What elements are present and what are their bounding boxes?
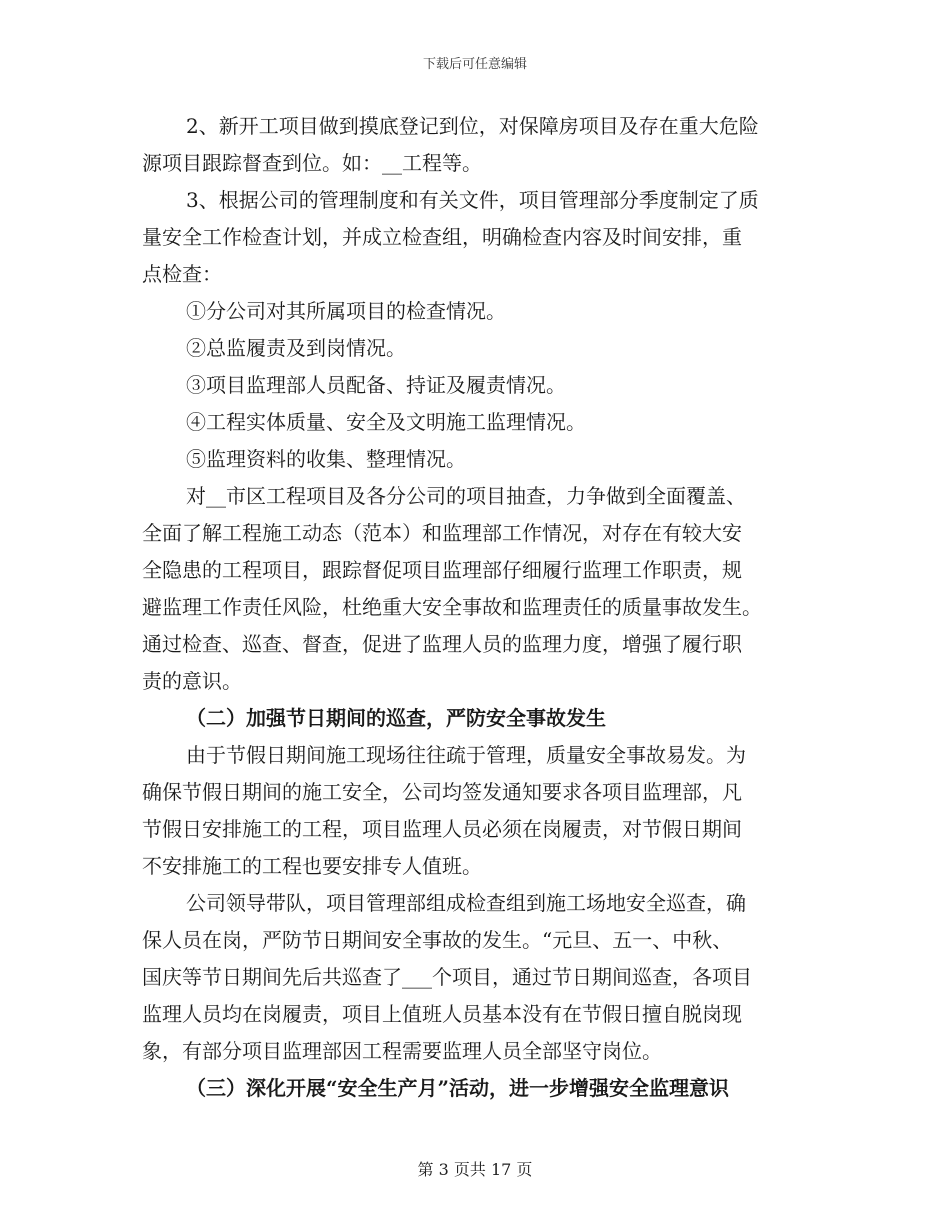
section-heading: （三）深化开展“安全生产月”活动，进一步增强安全监理意识 <box>186 1076 730 1100</box>
text-line: 不安排施工的工程也要安排专人值班。 <box>142 854 482 878</box>
text-line: ④工程实体质量、安全及文明施工监理情况。 <box>186 410 586 434</box>
text-line: 对__市区工程项目及各分公司的项目抽查，力争做到全面覆盖、 <box>186 484 746 508</box>
text-line: 源项目跟踪督查到位。如：__工程等。 <box>142 151 482 175</box>
text-line: 避监理工作责任风险，杜绝重大安全事故和监理责任的质量事故发生。 <box>142 595 762 619</box>
text-line: 通过检查、巡查、督查，促进了监理人员的监理力度，增强了履行职 <box>142 632 742 656</box>
text-line: 象，有部分项目监理部因工程需要监理人员全部坚守岗位。 <box>142 1039 662 1063</box>
text-line: 公司领导带队，项目管理部组成检查组到施工场地安全巡查，确 <box>186 891 746 915</box>
text-line: 国庆等节日期间先后共巡查了___个项目，通过节日期间巡查，各项目 <box>142 965 752 989</box>
text-line: 由于节假日期间施工现场往往疏于管理，质量安全事故易发。为 <box>186 743 746 767</box>
text-line: ⑤监理资料的收集、整理情况。 <box>186 447 466 471</box>
text-line: 全隐患的工程项目，跟踪督促项目监理部仔细履行监理工作职责，规 <box>142 558 742 582</box>
text-line: ①分公司对其所属项目的检查情况。 <box>186 299 506 323</box>
section-heading: （二）加强节日期间的巡查，严防安全事故发生 <box>186 706 606 730</box>
page-footer: 第 3 页共 17 页 <box>417 1160 533 1179</box>
text-line: 点检查： <box>142 262 222 286</box>
text-line: 2、新开工项目做到摸底登记到位，对保障房项目及存在重大危险 <box>186 114 759 138</box>
text-line: 确保节假日期间的施工安全，公司均签发通知要求各项目监理部，凡 <box>142 780 742 804</box>
document-body <box>142 108 808 1107</box>
text-line: 量安全工作检查计划，并成立检查组，明确检查内容及时间安排，重 <box>142 225 742 249</box>
text-line: 保人员在岗，严防节日期间安全事故的发生。“元旦、五一、中秋、 <box>142 928 733 952</box>
text-line: ③项目监理部人员配备、持证及履责情况。 <box>186 373 566 397</box>
text-line: 节假日安排施工的工程，项目监理人员必须在岗履责，对节假日期间 <box>142 817 742 841</box>
text-line: 全面了解工程施工动态（范本）和监理部工作情况，对存在有较大安 <box>142 521 742 545</box>
text-line: 责的意识。 <box>142 669 242 693</box>
page-header: 下载后可任意编辑 <box>422 57 527 72</box>
text-line: 监理人员均在岗履责，项目上值班人员基本没有在节假日擅自脱岗现 <box>142 1002 742 1026</box>
text-line: 3、根据公司的管理制度和有关文件，项目管理部分季度制定了质 <box>186 188 759 212</box>
text-line: ②总监履责及到岗情况。 <box>186 336 406 360</box>
